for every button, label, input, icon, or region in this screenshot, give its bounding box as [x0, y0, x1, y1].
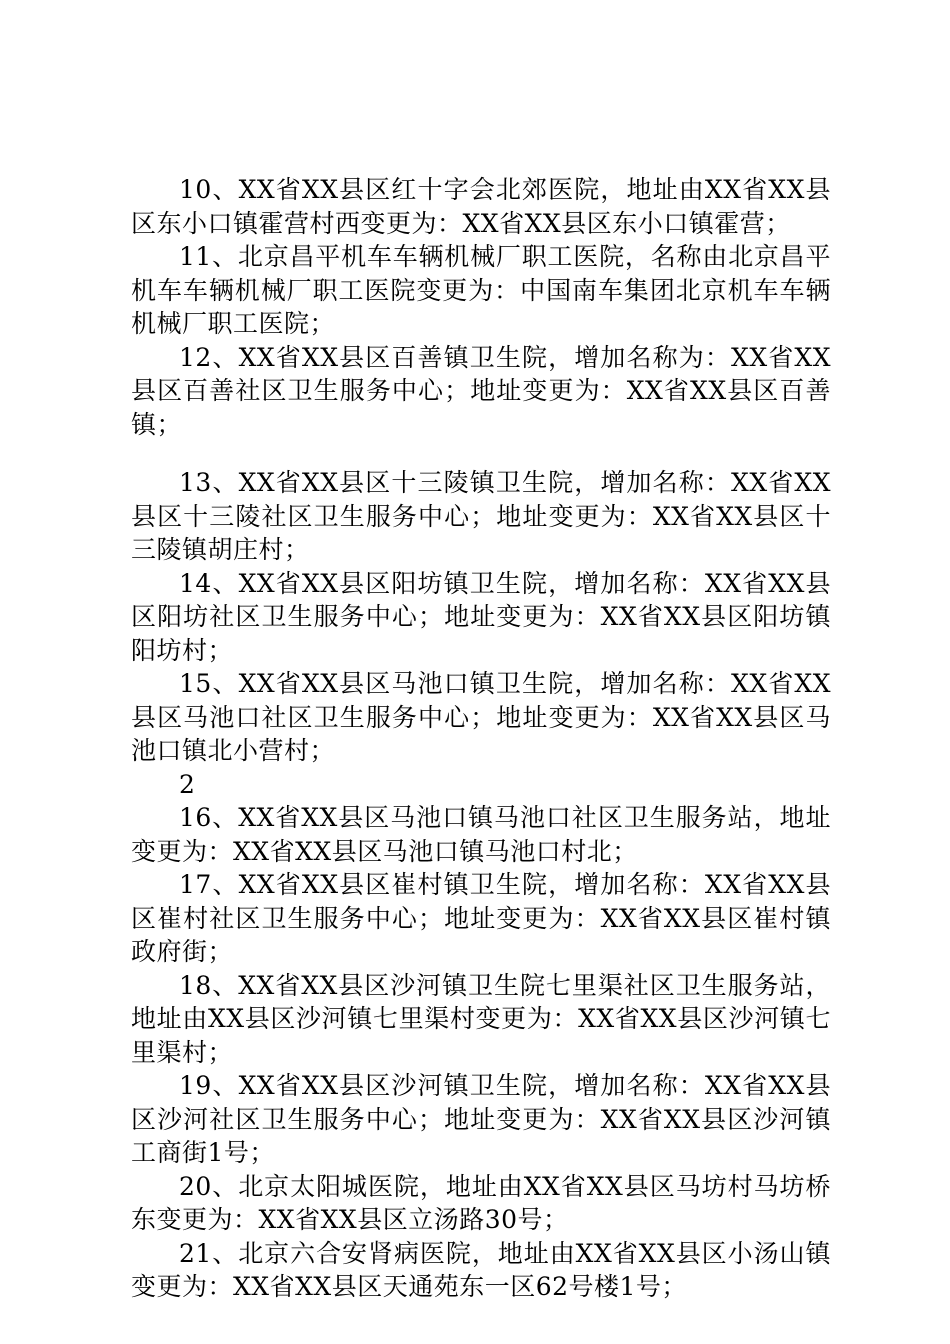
list-item: 10、XX省XX县区红十字会北郊医院，地址由XX省XX县区东小口镇霍营村西变更为：XX省XX县区东小口镇霍营；: [131, 175, 831, 238]
list-item: 12、XX省XX县区百善镇卫生院，增加名称为：XX省XX县区百善社区卫生服务中心；地址变更为：XX省XX县区百善镇；: [131, 342, 831, 439]
list-item: 11、北京昌平机车车辆机械厂职工医院，名称由北京昌平机车车辆机械厂职工医院变更为：中国南车集团北京机车车辆机械厂职工医院；: [131, 242, 831, 338]
paragraph-gap: [131, 441, 831, 466]
list-item: 17、XX省XX县区崔村镇卫生院，增加名称：XX省XX县区崔村社区卫生服务中心；地址变更为：XX省XX县区崔村镇政府街；: [131, 870, 831, 966]
list-item: 21、北京六合安肾病医院，地址由XX省XX县区小汤山镇变更为：XX省XX县区天通苑东一区62号楼1号；: [131, 1238, 831, 1301]
page-number: 2: [179, 769, 195, 799]
list-item: 15、XX省XX县区马池口镇卫生院，增加名称：XX省XX县区马池口社区卫生服务中心；地址变更为：XX省XX县区马池口镇北小营村；: [131, 669, 831, 765]
list-item: 18、XX省XX县区沙河镇卫生院七里渠社区卫生服务站，地址由XX县区沙河镇七里渠村变更为：XX省XX县区沙河镇七里渠村；: [131, 970, 831, 1067]
list-item: 14、XX省XX县区阳坊镇卫生院，增加名称：XX省XX县区阳坊社区卫生服务中心；地址变更为：XX省XX县区阳坊镇阳坊村；: [131, 568, 831, 665]
list-item: 19、XX省XX县区沙河镇卫生院，增加名称：XX省XX县区沙河社区卫生服务中心；地址变更为：XX省XX县区沙河镇工商街1号；: [131, 1071, 831, 1167]
list-item: 20、北京太阳城医院，地址由XX省XX县区马坊村马坊桥东变更为：XX省XX县区立汤路30号；: [131, 1171, 831, 1234]
list-item: 16、XX省XX县区马池口镇马池口社区卫生服务站，地址变更为：XX省XX县区马池口镇马池口村北；: [131, 803, 831, 866]
list-item: 13、XX省XX县区十三陵镇卫生院，增加名称：XX省XX县区十三陵社区卫生服务中心；地址变更为：XX省XX县区十三陵镇胡庄村；: [131, 468, 831, 564]
document-body: [131, 173, 831, 1304]
